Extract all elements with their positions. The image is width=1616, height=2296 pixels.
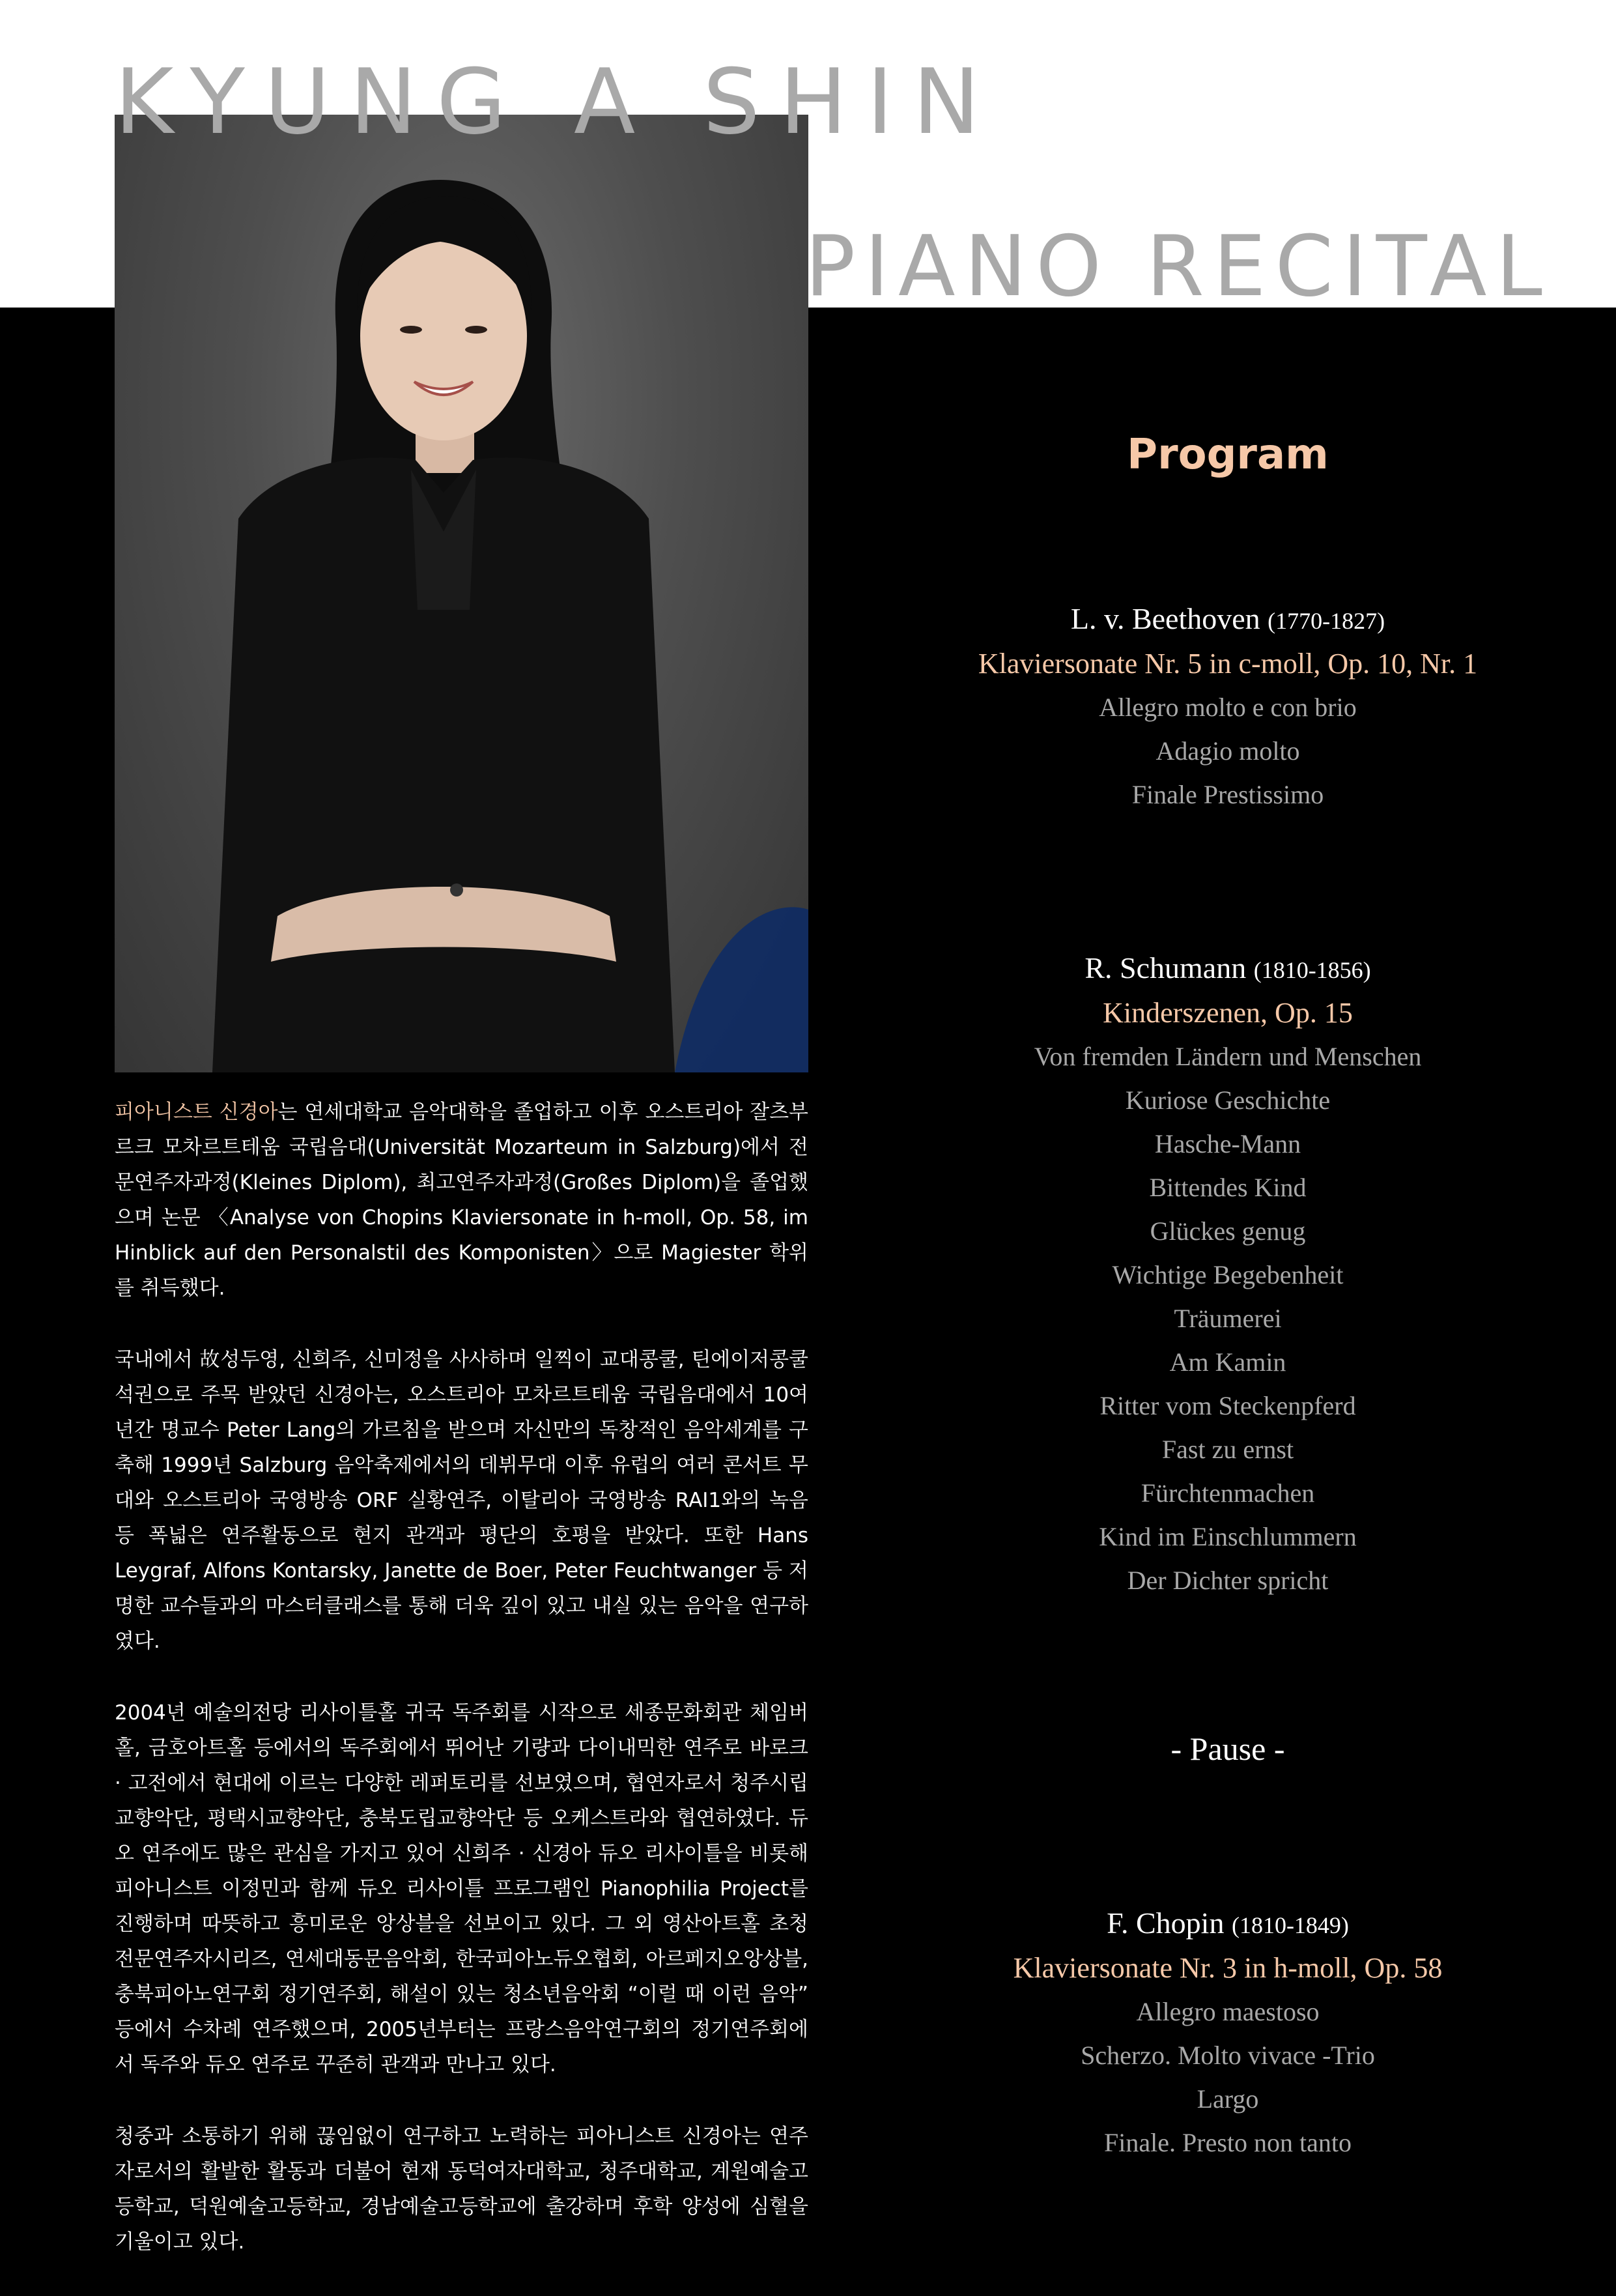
movement: Am Kamin bbox=[1169, 1347, 1286, 1377]
composer-years: (1770-1827) bbox=[1268, 607, 1385, 634]
movement: Fürchtenmachen bbox=[1141, 1478, 1315, 1508]
composer-name: F. Chopin bbox=[1107, 1906, 1225, 1940]
composer-years: (1810-1849) bbox=[1231, 1912, 1349, 1938]
work-title: Klaviersonate Nr. 3 in h-moll, Op. 58 bbox=[1013, 1951, 1443, 1984]
movement: Adagio molto bbox=[1155, 736, 1300, 766]
movement: Allegro molto e con brio bbox=[1099, 692, 1357, 722]
recital-subtitle: PIANO RECITAL bbox=[805, 218, 1552, 315]
bio-paragraph: 국내에서 故성두영, 신희주, 신미정을 사사하며 일찍이 교대콩쿨, 틴에이저콩쿨 석권으로 주목 받았던 신경아는, 오스트리아 모차르트테움 국립음대에서 10여 년간 명교수 Peter Lang의 가르침을 받으며 자신만의 독창적인 음악세계를 구축해 1999년 Salzburg 음악축제에서의 데뷔무대 이후 유럽의 여러 콘서트 무대와 오스트리아 국영방송 ORF 실황연주, 이탈리아 국영방송 RAI1와의 녹음 등 폭넓은 연주활동으로 현지 관객과 평단의 호평을 받았다. 또한 Hans Leygraf, Alfons Kontarsky, Janette de Boer, Peter Feuchtwanger 등 저명한 교수들과의 마스터클래스를 통해 더욱 깊이 있고 내실 있는 음악을 연구하였다. bbox=[115, 1348, 808, 1653]
movement: Kuriose Geschichte bbox=[1125, 1085, 1331, 1115]
movement: Wichtige Begebenheit bbox=[1112, 1259, 1344, 1289]
pianist-name-title: KYUNG A SHIN bbox=[115, 50, 1000, 154]
bio-paragraph-text: 는 연세대학교 음악대학을 졸업하고 이후 오스트리아 잘츠부르크 모차르트테움 국립음대(Universität Mozarteum in Salzburg)에서 전문연주자과정(Kleines Diplom), 최고연주자과정(Großes Diplom)을 졸업했으며 논문 〈Analyse von Chopins Klaviersonate in h-moll, Op. 58, im Hinblick auf den Personalstil des Komponisten〉으로 Magiester 학위를 취득했다. bbox=[115, 1100, 809, 1300]
portrait-photo bbox=[115, 115, 808, 1072]
work-title: Klaviersonate Nr. 5 in c-moll, Op. 10, Nr. 1 bbox=[978, 647, 1478, 680]
program-piece bbox=[808, 1902, 1616, 2164]
movement: Finale. Presto non tanto bbox=[1104, 2127, 1352, 2157]
composer-name: L. v. Beethoven bbox=[1070, 601, 1260, 635]
movement: Der Dichter spricht bbox=[1127, 1565, 1329, 1595]
movement: Largo bbox=[1197, 2084, 1259, 2114]
composer-name: R. Schumann bbox=[1084, 951, 1247, 984]
movement: Finale Prestissimo bbox=[1131, 779, 1324, 809]
program-heading: Program bbox=[1127, 431, 1329, 479]
composer-line bbox=[808, 947, 1616, 992]
composer-years: (1810-1856) bbox=[1253, 956, 1371, 983]
program-list bbox=[808, 430, 1616, 2164]
movement: Kind im Einschlummern bbox=[1099, 1521, 1357, 1551]
movement: Ritter vom Steckenpferd bbox=[1099, 1390, 1356, 1420]
program-piece bbox=[808, 597, 1616, 816]
movement: Träumerei bbox=[1174, 1303, 1282, 1333]
bio-paragraph: 청중과 소통하기 위해 끊임없이 연구하고 노력하는 피아니스트 신경아는 연주자로서의 활발한 활동과 더불어 현재 동덕여자대학교, 청주대학교, 계원예술고등학교, 덕원예술고등학교, 경남예술고등학교에 출강하며 후학 양성에 심혈을 기울이고 있다. bbox=[115, 2125, 808, 2254]
movement: Von fremden Ländern und Menschen bbox=[1034, 1041, 1422, 1071]
composer-line bbox=[808, 1902, 1616, 1947]
intermission-label: - Pause - bbox=[1170, 1730, 1285, 1767]
movement: Bittendes Kind bbox=[1149, 1172, 1307, 1202]
bio-name-highlight: 피아니스트 신경아 bbox=[115, 1100, 278, 1124]
biography bbox=[115, 1095, 808, 2296]
movement: Glückes genug bbox=[1150, 1216, 1306, 1246]
movement: Scherzo. Molto vivace -Trio bbox=[1081, 2040, 1375, 2070]
movement: Fast zu ernst bbox=[1161, 1434, 1294, 1464]
work-title: Kinderszenen, Op. 15 bbox=[1103, 996, 1353, 1029]
program-piece bbox=[808, 947, 1616, 1602]
bio-paragraph bbox=[115, 1095, 808, 1306]
bio-paragraph: 2004년 예술의전당 리사이틀홀 귀국 독주회를 시작으로 세종문화회관 체임버홀, 금호아트홀 등에서의 독주회에서 뛰어난 기량과 다이내믹한 연주로 바로크 · 고전에서 현대에 이르는 다양한 레퍼토리를 선보였으며, 협연자로서 청주시립교향악단, 평택시교향악단, 충북도립교향악단 등 오케스트라와 협연하였다. 듀오 연주에도 많은 관심을 가지고 있어 신희주 · 신경아 듀오 리사이틀을 비롯해 피아니스트 이정민과 함께 듀오 리사이틀 프로그램인 Pianophilia Project를 진행하며 따뜻하고 흥미로운 앙상블을 선보이고 있다. 그 외 영산아트홀 초청 전문연주자시리즈, 연세대동문음악회, 한국피아노듀오협회, 아르페지오앙상블, 충북피아노연구회 정기연주회, 해설이 있는 청소년음악회 “이럴 때 이런 음악” 등에서 수차례 연주했으며, 2005년부터는 프랑스음악연구회의 정기연주회에서 독주와 듀오 연주로 꾸준히 관객과 만나고 있다. bbox=[115, 1701, 808, 2076]
movement: Hasche-Mann bbox=[1154, 1128, 1301, 1158]
composer-line bbox=[808, 597, 1616, 642]
movement: Allegro maestoso bbox=[1136, 1996, 1320, 2026]
